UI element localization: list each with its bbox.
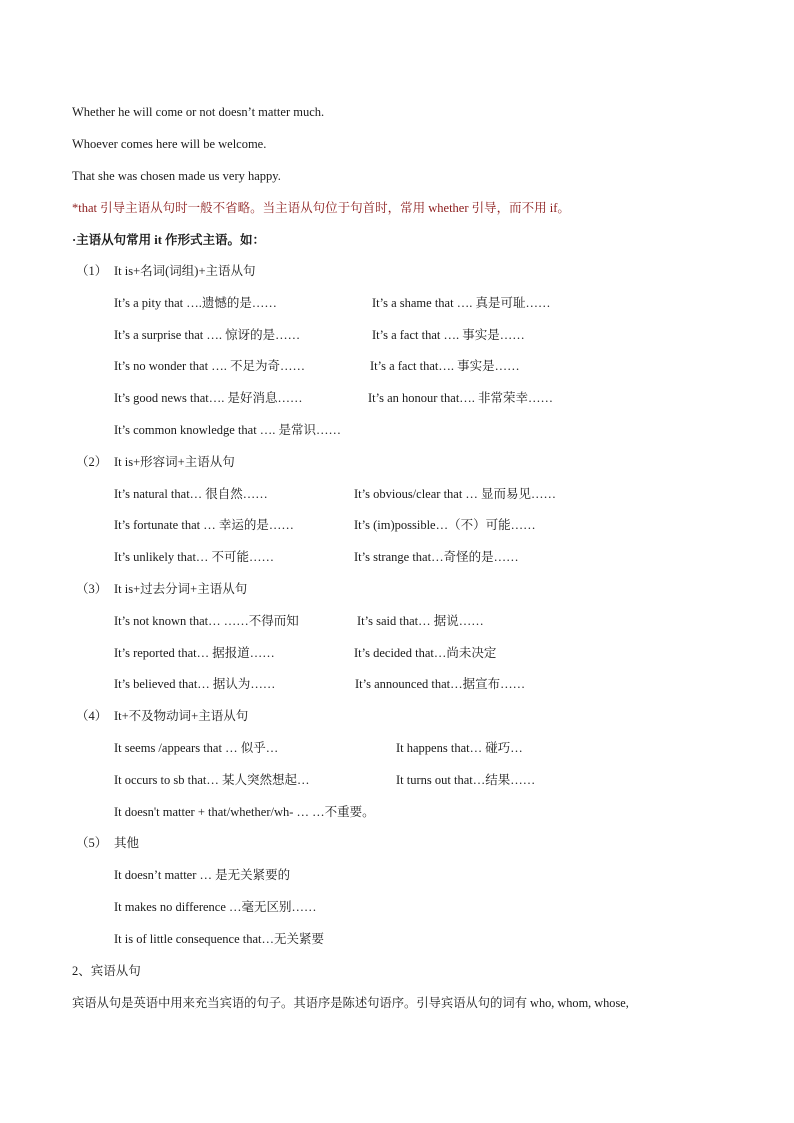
usage-note: *that 引导主语从句时一般不省略。当主语从句位于句首时，常用 whether 引导，而不用 if。 (72, 201, 570, 215)
pattern-right: It’s announced that…据宣布…… (355, 677, 526, 691)
group-number: （2） (76, 455, 108, 469)
section-heading: 2、宾语从句 (72, 964, 141, 978)
pattern-left: It’s fortunate that … 幸运的是…… (114, 518, 294, 532)
example-sentence-3: That she was chosen made us very happy. (72, 169, 281, 183)
pattern-left: It is of little consequence that…无关紧要 (114, 932, 325, 946)
pattern-left: It occurs to sb that… 某人突然想起… (114, 773, 310, 787)
pattern-left: It’s common knowledge that …. 是常识…… (114, 423, 342, 437)
pattern-right: It’s a fact that …. 事实是…… (372, 328, 525, 342)
pattern-right: It’s strange that…奇怪的是…… (354, 550, 519, 564)
pattern-right: It’s (im)possible…（不）可能…… (354, 518, 536, 532)
pattern-right: It’s an honour that…. 非常荣幸…… (368, 391, 554, 405)
pattern-left: It’s natural that… 很自然…… (114, 487, 268, 501)
pattern-left: It seems /appears that … 似乎… (114, 741, 279, 755)
group-number: （5） (76, 836, 108, 850)
group-title: It is+形容词+主语从句 (114, 455, 235, 469)
pattern-right: It’s a shame that …. 真是可耻…… (372, 296, 551, 310)
example-sentence-1: Whether he will come or not doesn’t matter much. (72, 105, 325, 119)
pattern-left: It’s a pity that ….遗憾的是…… (114, 296, 277, 310)
pattern-left: It’s unlikely that… 不可能…… (114, 550, 275, 564)
group-number: （3） (76, 582, 108, 596)
group-title: It is+过去分词+主语从句 (114, 582, 248, 596)
group-number: （4） (76, 709, 108, 723)
section-paragraph: 宾语从句是英语中用来充当宾语的句子。其语序是陈述句语序。引导宾语从句的词有 who, whom, whose, (72, 996, 629, 1010)
pattern-left: It’s good news that…. 是好消息…… (114, 391, 303, 405)
example-sentence-2: Whoever comes here will be welcome. (72, 137, 267, 151)
pattern-left: It doesn't matter + that/whether/wh- … …不重要。 (114, 805, 375, 819)
group-title: It+不及物动词+主语从句 (114, 709, 249, 723)
group-title: 其他 (114, 836, 140, 850)
pattern-right: It happens that… 碰巧… (396, 741, 523, 755)
pattern-right: It’s obvious/clear that … 显而易见…… (354, 487, 557, 501)
pattern-right: It’s said that… 据说…… (357, 614, 484, 628)
pattern-right: It turns out that…结果…… (396, 773, 536, 787)
group-number: （1） (76, 264, 108, 278)
pattern-left: It’s not known that… ……不得而知 (114, 614, 299, 628)
pattern-left: It’s reported that… 据报道…… (114, 646, 275, 660)
pattern-right: It’s a fact that…. 事实是…… (370, 359, 520, 373)
pattern-left: It’s believed that… 据认为…… (114, 677, 276, 691)
pattern-left: It doesn’t matter … 是无关紧要的 (114, 868, 291, 882)
group-title: It is+名词(词组)+主语从句 (114, 264, 256, 278)
pattern-left: It’s a surprise that …. 惊讶的是…… (114, 328, 301, 342)
pattern-left: It’s no wonder that …. 不足为奇…… (114, 359, 305, 373)
formal-subject-heading: ·主语从句常用 it 作形式主语。如： (72, 233, 266, 247)
pattern-left: It makes no difference …毫无区别…… (114, 900, 317, 914)
pattern-right: It’s decided that…尚未决定 (354, 646, 497, 660)
